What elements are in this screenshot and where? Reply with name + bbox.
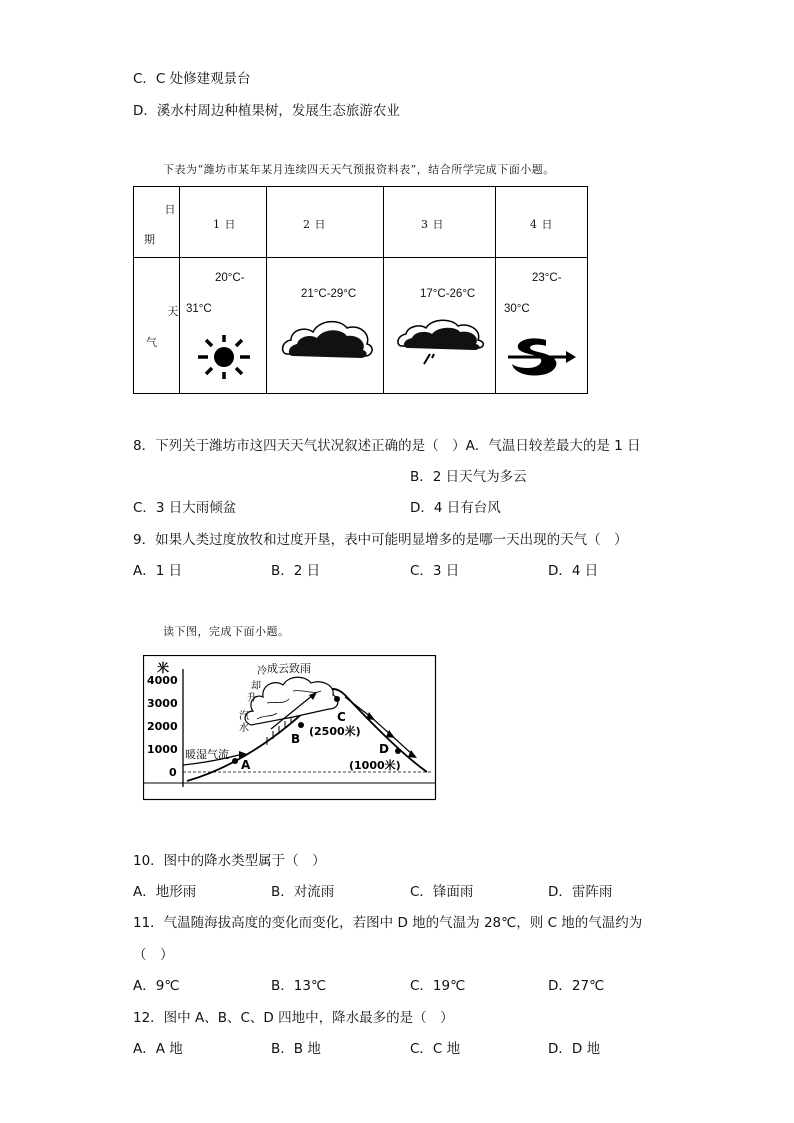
q11-option-a[interactable]: A．9℃	[133, 978, 180, 994]
y-tick-3000: 3000	[147, 697, 178, 710]
typhoon-icon	[506, 334, 578, 380]
label-cool: 冷	[257, 666, 267, 677]
weather-cell-1	[180, 258, 267, 394]
label-point-b: B	[291, 732, 301, 746]
label-point-d: D	[379, 742, 389, 756]
temp-day3: 17°C-26°C	[420, 288, 476, 300]
temp-day1-a: 20°C-	[215, 272, 245, 284]
question-9: 9．如果人类过度放牧和过度开垦，表中可能明显增多的是哪一天出现的天气（ ）	[133, 532, 628, 548]
day-header-1	[180, 187, 267, 258]
table-corner-cell	[134, 187, 180, 258]
label-point-c: C	[337, 710, 346, 724]
q11-option-c[interactable]: C．19℃	[410, 978, 466, 994]
q11-option-b[interactable]: B．13℃	[271, 978, 327, 994]
diagram-intro: 读下图，完成下面小题。	[163, 625, 290, 638]
overcast-cloud-icon	[277, 316, 377, 361]
table-weather-row	[134, 258, 588, 394]
label-point-a: A	[241, 758, 251, 772]
temp-day2: 21°C-29°C	[301, 288, 357, 300]
weather-cell-2	[267, 258, 384, 394]
day-header-4	[496, 187, 588, 258]
label-rise-1: 却	[251, 681, 261, 692]
weather-row-label	[134, 258, 180, 394]
weather-cell-3	[384, 258, 496, 394]
question-12: 12．图中 A、B、C、D 四地中，降水最多的是（ ）	[133, 1010, 454, 1026]
day-header-2	[267, 187, 384, 258]
q10-option-c[interactable]: C．锋面雨	[410, 884, 474, 900]
label-c-altitude: (2500米)	[309, 725, 361, 738]
q9-option-d[interactable]: D．4 日	[548, 563, 599, 579]
label-d-altitude: (1000米)	[349, 759, 401, 772]
q12-option-b[interactable]: B．B 地	[271, 1041, 321, 1057]
q11-option-d[interactable]: D．27℃	[548, 978, 605, 994]
rain-cloud-icon	[394, 316, 489, 366]
q8-option-d[interactable]: D．4 日有台风	[410, 500, 501, 516]
temp-day4-b: 30°C	[504, 303, 530, 315]
table-header-row	[134, 187, 588, 258]
label-vapor-2: 水	[239, 723, 249, 734]
weather-forecast-table	[133, 186, 588, 394]
q12-option-a[interactable]: A．A 地	[133, 1041, 183, 1057]
y-tick-4000: 4000	[147, 674, 178, 687]
label-cloud: 成云致雨	[267, 662, 311, 675]
day-label: 1 日	[213, 218, 236, 231]
sun-icon	[194, 332, 254, 382]
q10-option-a[interactable]: A．地形雨	[133, 884, 197, 900]
row-label-1: 天	[167, 305, 179, 318]
q10-option-d[interactable]: D．雷阵雨	[548, 884, 613, 900]
row-label-2: 气	[146, 336, 158, 349]
corner-label-bottom: 期	[144, 233, 156, 246]
corner-label-top: 日	[164, 203, 176, 216]
y-axis-unit: 米	[157, 661, 170, 675]
q12-option-c[interactable]: C．C 地	[410, 1041, 461, 1057]
option-c-previous: C．C 处修建观景台	[133, 71, 251, 87]
question-10: 10．图中的降水类型属于（ ）	[133, 853, 326, 869]
option-d-previous: D．溪水村周边种植果树，发展生态旅游农业	[133, 103, 400, 119]
question-11: 11．气温随海拔高度的变化而变化，若图中 D 地的气温为 28℃，则 C 地的气温约为	[133, 915, 643, 931]
question-11-paren: （ ）	[133, 947, 174, 963]
y-tick-1000: 1000	[147, 743, 178, 756]
temp-day4-a: 23°C-	[532, 272, 562, 284]
q9-option-c[interactable]: C．3 日	[410, 563, 460, 579]
day-label: 3 日	[421, 218, 444, 231]
temp-day1-b: 31°C	[186, 303, 212, 315]
orographic-rain-diagram	[143, 655, 437, 801]
q12-option-d[interactable]: D．D 地	[548, 1041, 601, 1057]
label-warm-air: 暖湿气流	[185, 748, 229, 761]
y-tick-2000: 2000	[147, 720, 178, 733]
day-header-3	[384, 187, 496, 258]
table-intro: 下表为“潍坊市某年某月连续四天天气预报资料表”，结合所学完成下面小题。	[163, 163, 555, 176]
day-label: 2 日	[303, 218, 326, 231]
weather-cell-4	[496, 258, 588, 394]
q9-option-a[interactable]: A．1 日	[133, 563, 183, 579]
q10-option-b[interactable]: B．对流雨	[271, 884, 335, 900]
label-rise-2: 升	[247, 693, 257, 704]
day-label: 4 日	[530, 218, 553, 231]
question-8: 8．下列关于潍坊市这四天天气状况叙述正确的是（ ）A．气温日较差最大的是 1 日	[133, 438, 641, 454]
label-vapor-1: 汽	[239, 711, 249, 722]
q8-option-c[interactable]: C．3 日大雨倾盆	[133, 500, 237, 516]
q9-option-b[interactable]: B．2 日	[271, 563, 321, 579]
q8-option-b[interactable]: B．2 日天气为多云	[410, 469, 527, 485]
y-tick-0: 0	[169, 766, 177, 779]
